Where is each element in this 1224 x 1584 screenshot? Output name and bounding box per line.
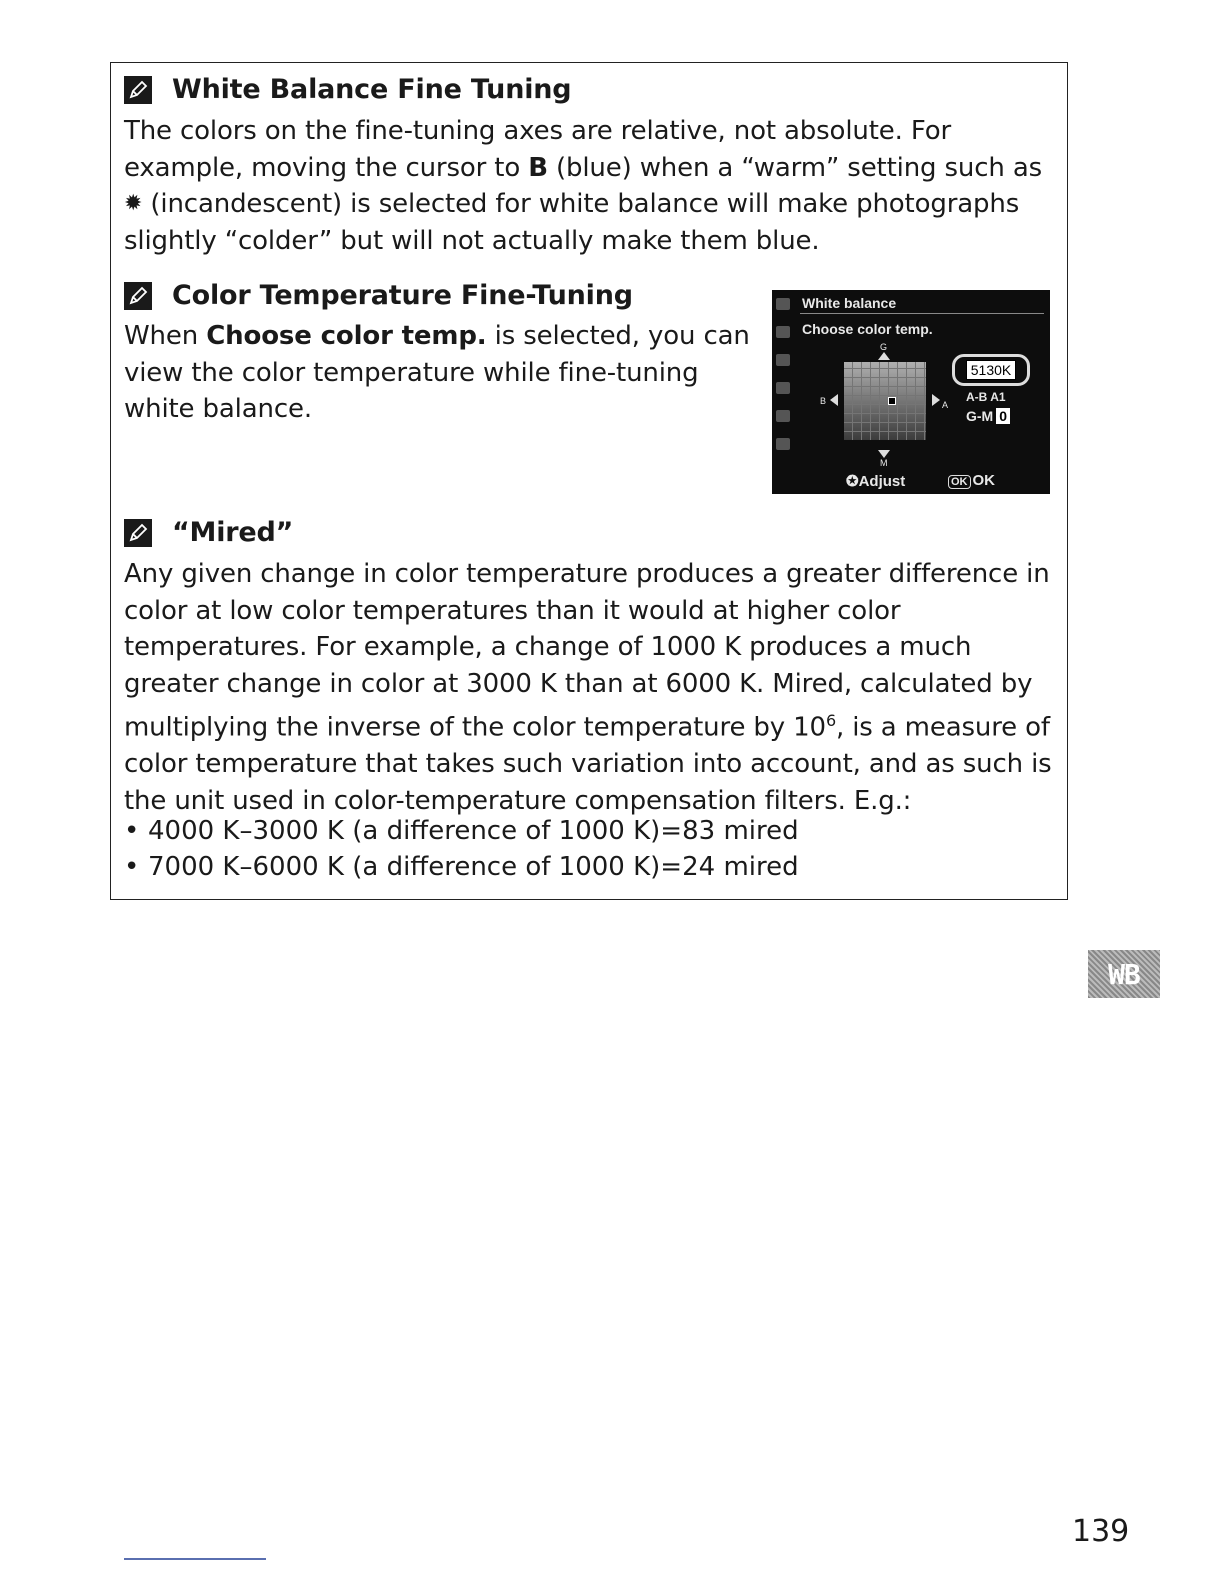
adjust-hint: ✪Adjust	[846, 473, 906, 490]
temperature-display: 5130K	[952, 354, 1030, 386]
divider	[800, 313, 1044, 314]
m-axis-label: M	[880, 458, 888, 468]
note2-body: When Choose color temp. is selected, you can view the color temperature while fine-tuning white balance.	[124, 321, 750, 425]
note3-body: Any given change in color temperature produces a greater difference in color at low color temperatures than it would at higher color temperatures. For example, a change of 1000 K produces a much greater change in color at 3000 K than at 6000 K. Mired, calculated by multiplying the inverse of the color temperature by $10^6$, is a measure of color temperature that takes such variation into account, and as such is the unit used in color-temperature compensation filters. E.g.:	[124, 559, 1052, 816]
footer-rule	[124, 1558, 266, 1560]
fine-tune-cursor	[888, 397, 896, 405]
camera-screen	[772, 290, 1050, 494]
list-item: • 7000 K–6000 K (a difference of 1000 K)=24 mired	[124, 852, 799, 882]
note-title-color-temp: Color Temperature Fine-Tuning	[124, 280, 633, 311]
wb-section-tab: WB	[1088, 950, 1160, 998]
pencil-icon	[124, 76, 152, 104]
page-number: 139	[1072, 1514, 1130, 1549]
arrow-down-icon	[878, 450, 890, 458]
note-title-mired: “Mired”	[124, 517, 293, 548]
menu-tab-icons	[776, 298, 794, 466]
fine-tune-grid	[844, 362, 926, 440]
note-title-white-balance: White Balance Fine Tuning	[124, 74, 571, 105]
list-item: • 4000 K–3000 K (a difference of 1000 K)=83 mired	[124, 816, 799, 846]
arrow-left-icon	[830, 394, 838, 406]
ok-hint: OK OK	[948, 472, 995, 489]
arrow-right-icon	[932, 394, 940, 406]
pencil-icon	[124, 519, 152, 547]
gm-value: G-M 0	[966, 408, 1010, 424]
ab-value: A-B A1	[966, 390, 1006, 404]
screen-menu-title: White balance	[802, 295, 897, 311]
pencil-icon	[124, 282, 152, 310]
note1-body: The colors on the fine-tuning axes are relative, not absolute. For example, moving the cursor to B (blue) when a “warm” setting such as ✹ (incandescent) is selected for white balance will make photographs slightly “colder” but will not actually make them blue.	[124, 116, 1043, 257]
g-axis-label: G	[880, 342, 888, 352]
arrow-up-icon	[878, 352, 890, 360]
screen-submenu: Choose color temp.	[802, 321, 933, 337]
b-axis-label: B	[820, 396, 827, 406]
incandescent-icon: ✹	[124, 191, 143, 217]
a-axis-label: A	[942, 400, 949, 410]
